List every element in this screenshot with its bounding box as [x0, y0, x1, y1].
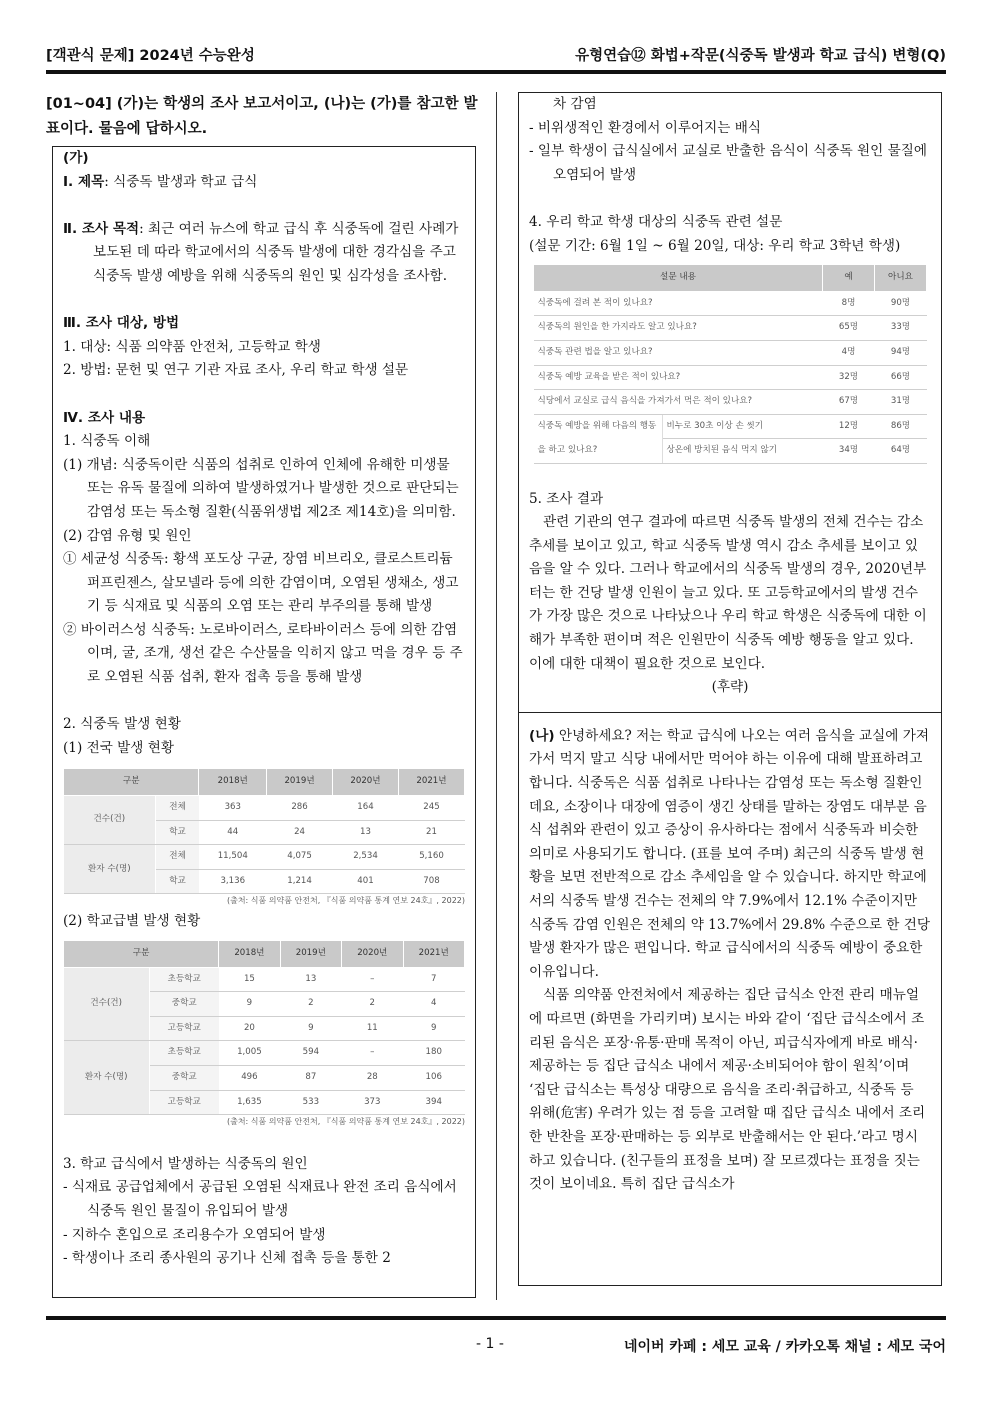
table-cell: 9	[219, 992, 280, 1017]
table-cell: 식중독에 걸려 본 적이 있나요?	[534, 291, 823, 316]
page-number: - 1 -	[476, 1336, 504, 1352]
table-cell: 고등학교	[149, 1016, 218, 1041]
table-cell: 초등학교	[149, 1041, 218, 1066]
table-cell: 87	[280, 1065, 341, 1090]
section-2: 2. 식중독 발생 현황	[63, 716, 181, 733]
table-cell: 15	[219, 967, 280, 992]
text-span: Ⅰ. 제목	[63, 173, 105, 190]
section-3: 3. 학교 급식에서 발생하는 식중독의 원인	[63, 1155, 308, 1172]
section-3-5: - 일부 학생이 급식실에서 교실로 반출한 음식이 식중독 원인 물질에 오염되어 발생	[529, 143, 928, 183]
page-header	[46, 44, 946, 68]
question-instruction: [01~04] (가)는 학생의 조사 보고서이고, (나)는 (가)를 참고한 발표이다. 물음에 답하시오.	[46, 96, 478, 137]
table-cell: 1,005	[219, 1041, 280, 1066]
target-heading: Ⅲ. 조사 대상, 방법	[63, 315, 180, 332]
text-span: : 식중독 발생과 학교 급식	[104, 173, 258, 190]
table-cell: 전체	[156, 845, 199, 870]
table-cell: 20	[219, 1016, 280, 1041]
table-cell: 65명	[823, 316, 875, 341]
target-1: 1. 대상: 식품 의약품 안전처, 고등학교 학생	[63, 338, 321, 355]
section-4: 4. 우리 학교 학생 대상의 식중독 관련 설문	[529, 213, 783, 230]
section-5: 5. 조사 결과	[529, 490, 604, 507]
table-cell: 33명	[875, 316, 927, 341]
th-gubun: 구분	[64, 941, 219, 968]
survey-table	[533, 264, 927, 464]
table-cell: 식중독 관련 법을 알고 있나요?	[534, 340, 823, 365]
table-row	[64, 967, 465, 992]
table-cell: 106	[403, 1065, 465, 1090]
na-paragraph-1	[529, 725, 931, 985]
table-cell: 286	[267, 796, 333, 821]
table-cell: 67명	[823, 390, 875, 415]
table-cell: 533	[280, 1090, 341, 1115]
column-separator	[496, 92, 497, 1300]
section-3-4: - 비위생적인 환경에서 이루어지는 배식	[529, 119, 761, 136]
th-gubun: 구분	[64, 769, 199, 796]
table-row	[534, 414, 927, 439]
table-cell: 44	[199, 820, 267, 845]
table-cell: 9	[280, 1016, 341, 1041]
table2-source: (출처: 식품 의약품 안전처, 『식품 의약품 통계 연보 24호』, 2022)	[226, 1117, 465, 1127]
table-cell: 66명	[875, 365, 927, 390]
table-row	[534, 390, 927, 415]
th-2019: 2019년	[280, 941, 341, 968]
footer-channel: 네이버 카페 : 세모 교육 / 카카오톡 채널 : 세모 국어	[623, 1339, 946, 1355]
title-line	[63, 171, 465, 195]
table-row	[534, 291, 927, 316]
table-cell: 학교	[156, 820, 199, 845]
group-patients: 환자 수(명)	[64, 845, 156, 894]
section-3-1: - 식재료 공급업체에서 공급된 오염된 식재료나 완전 조리 음식에서 식중독 원인 물질이 유입되어 발생	[63, 1179, 457, 1219]
table-cell: 64명	[875, 439, 927, 464]
section-1-2a: ① 세균성 식중독: 황색 포도상 구균, 장염 비브리오, 클로스트리듐 퍼프린젠스, 살모넬라 등에 의한 감염이며, 오염된 생채소, 생고기 등 식재료 및 식품의 오염 또는 관리 부주의를 통해 발생	[63, 551, 459, 615]
text-span: Ⅱ. 조사 목적	[63, 220, 140, 237]
national-stats-table	[63, 768, 465, 894]
table-cell: 24	[267, 820, 333, 845]
header-left: [객관식 문제] 2024년 수능완성	[46, 48, 255, 64]
bottom-rule	[46, 1316, 946, 1320]
table-cell: 3,136	[199, 869, 267, 894]
table-cell: –	[342, 1041, 403, 1066]
group-cases: 건수(건)	[64, 967, 150, 1041]
table-cell: 86명	[875, 414, 927, 439]
section-1-1: (1) 개념: 식중독이란 식품의 섭취로 인하여 인체에 유해한 미생물 또는 유독 물질에 의하여 발생하였거나 발생한 것으로 판단되는 감염성 또는 독소형 질환(식품위생법 제2조 제14호)을 의미함.	[63, 456, 459, 520]
na-paragraph-2: 식품 의약품 안전처에서 제공하는 집단 급식소 안전 관리 매뉴얼에 따르면 (화면을 가리키며) 보시는 바와 같이 ‘집단 급식소에서 조리된 음식은 포장·유통·판매 목적이 아닌, 피급식자에게 바로 배식·제공하는 등 집단 급식소 내에서 제공·소비되어야 함이 원칙’이며 ‘집단 급식소는 특성상 대량으로 음식을 조리·취급하고, 식중독 등 위해(危害) 우려가 있는 점 등을 고려할 때 집단 급식소 내에서 조리한 반찬을 포장·판매하는 등 외부로 반출해서는 안 된다.’라고 명시하고 있습니다. (친구들의 표정을 보며) 잘 모르겠다는 표정을 짓는 것이 보이네요. 특히 집단 급식소가	[529, 987, 926, 1193]
table-cell: 13	[280, 967, 341, 992]
table1-source: (출처: 식품 의약품 안전처, 『식품 의약품 통계 연보 24호』, 2022)	[226, 896, 465, 906]
section-1: 1. 식중독 이해	[63, 433, 151, 450]
table-cell: 90명	[875, 291, 927, 316]
text-span: : 최근 여러 뉴스에 학교 급식 후 식중독에 걸린 사례가 보도된 데 따라 학교에서의 식중독 발생에 대한 경각심을 주고 식중독 발생 예방을 위해 식중독의 원인 및 심각성을 조사함.	[93, 220, 459, 284]
th-no: 아니요	[875, 265, 927, 292]
table-cell: 28	[342, 1065, 403, 1090]
content-heading: Ⅳ. 조사 내용	[63, 409, 146, 426]
table-cell: 11,504	[199, 845, 267, 870]
table-cell: 164	[333, 796, 399, 821]
table-cell: 401	[333, 869, 399, 894]
na-label: (나)	[529, 727, 555, 744]
table-cell: 245	[398, 796, 464, 821]
table-row	[534, 316, 927, 341]
section-3-2: - 지하수 혼입으로 조리용수가 오염되어 발생	[63, 1226, 326, 1243]
table-cell: 중학교	[149, 1065, 218, 1090]
table-cell: 496	[219, 1065, 280, 1090]
section-2-2: (2) 학교급별 발생 현황	[63, 913, 201, 930]
table-cell: 11	[342, 1016, 403, 1041]
table-row	[64, 796, 465, 821]
table-row	[64, 845, 465, 870]
table-cell: 전체	[156, 796, 199, 821]
table-cell: 1,635	[219, 1090, 280, 1115]
multi-question: 식중독 예방을 위해 다음의 행동을 하고 있나요?	[534, 414, 663, 463]
section-3-3-cont: 차 감염	[553, 96, 597, 112]
table-cell: 2	[342, 992, 403, 1017]
section-1-2: (2) 감염 유형 및 원인	[63, 527, 192, 544]
table-cell: 비누로 30초 이상 손 씻기	[662, 414, 823, 439]
group-patients: 환자 수(명)	[64, 1041, 150, 1115]
header-right: 유형연습⑫ 화법+작문(식중독 발생과 학교 급식) 변형(Q)	[575, 48, 946, 64]
table-cell: 32명	[823, 365, 875, 390]
table-cell: 180	[403, 1041, 465, 1066]
section-5-text: 관련 기관의 연구 결과에 따르면 식중독 발생의 전체 건수는 감소 추세를 보이고 있고, 학교 식중독 발생 역시 감소 추세를 보이고 있음을 알 수 있다. 그러나 학교에서의 식중독 발생의 경우, 2020년부터는 한 건당 발생 인원이 늘고 있다. 또 고등학교에서의 발생 건수가 가장 많은 것으로 나타났으나 우리 학교 학생은 식중독에 대한 이해가 부족한 편이며 적은 인원만이 식중독 예방 행동을 알고 있다. 이에 대한 대책이 필요한 것으로 보인다.	[529, 514, 927, 672]
after-omitted: (후략)	[711, 679, 749, 696]
text-span: 안녕하세요? 저는 학교 급식에 나오는 여러 음식을 교실에 가져가서 먹지 말고 식당 내에서만 먹어야 하는 이유에 대해 발표하려고 합니다. 식중독은 식품 섭취로 나타나는 감염성 또는 독소형 질환인데요, 소장이나 대장에 염증이 생긴 상태를 말하는 장염도 대부분 음식 섭취와 관련이 있고 증상이 유사하다는 점에서 식중독과 비슷한 의미로 사용되기도 합니다. (표를 보여 주며) 최근의 식중독 발생 현황을 보면 전반적으로 감소 추세임을 알 수 있습니다. 하지만 학교에서의 식중독 발생 건수는 전체의 약 7.9%에서 12.1% 수준이지만 식중독 감염 인원은 전체의 약 13.7%에서 29.8% 수준으로 한 건당 발생 환자가 많은 편입니다. 학교 급식에서의 식중독 예방이 중요한 이유입니다.	[529, 727, 931, 980]
th-2018: 2018년	[199, 769, 267, 796]
th-2021: 2021년	[398, 769, 464, 796]
table-cell: –	[342, 967, 403, 992]
table-cell: 2	[280, 992, 341, 1017]
section-2-1: (1) 전국 발생 현황	[63, 739, 175, 756]
survey-period: (설문 기간: 6월 1일 ~ 6월 20일, 대상: 우리 학교 3학년 학생)	[529, 237, 901, 254]
table-cell: 4명	[823, 340, 875, 365]
th-2019: 2019년	[267, 769, 333, 796]
section-3-3: - 학생이나 조리 종사원의 공기나 신체 접촉 등을 통한 2	[63, 1250, 391, 1267]
th-2018: 2018년	[219, 941, 280, 968]
table-row	[64, 1041, 465, 1066]
table-cell: 7	[403, 967, 465, 992]
table-cell: 2,534	[333, 845, 399, 870]
table-cell: 373	[342, 1090, 403, 1115]
th-2021: 2021년	[403, 941, 465, 968]
table-cell: 9	[403, 1016, 465, 1041]
table-cell: 1,214	[267, 869, 333, 894]
table-cell: 식중독 예방 교육을 받은 적이 있나요?	[534, 365, 823, 390]
table-cell: 식중독의 원인을 한 가지라도 알고 있나요?	[534, 316, 823, 341]
table-cell: 식당에서 교실로 급식 음식을 가져가서 먹은 적이 있나요?	[534, 390, 823, 415]
table-cell: 13	[333, 820, 399, 845]
table-cell: 초등학교	[149, 967, 218, 992]
purpose-line	[63, 218, 465, 289]
group-cases: 건수(건)	[64, 796, 156, 845]
table-cell: 21	[398, 820, 464, 845]
table-cell: 학교	[156, 869, 199, 894]
ga-label: (가)	[63, 150, 89, 166]
th-2020: 2020년	[342, 941, 403, 968]
table-cell: 12명	[823, 414, 875, 439]
th-2020: 2020년	[333, 769, 399, 796]
table-cell: 394	[403, 1090, 465, 1115]
section-1-2b: ② 바이러스성 식중독: 노로바이러스, 로타바이러스 등에 의한 감염이며, 굴, 조개, 생선 같은 수산물을 익히지 않고 먹을 경우 등 주로 오염된 식품 섭취, 환자 접촉 등을 통해 발생	[63, 621, 463, 686]
table-row	[534, 340, 927, 365]
table-cell: 중학교	[149, 992, 218, 1017]
th-question: 설문 내용	[534, 265, 823, 292]
school-level-stats-table	[63, 940, 465, 1115]
th-yes: 예	[823, 265, 875, 292]
table-cell: 5,160	[398, 845, 464, 870]
table-cell: 34명	[823, 439, 875, 464]
table-cell: 8명	[823, 291, 875, 316]
report-box-ga	[52, 146, 476, 1298]
table-cell: 31명	[875, 390, 927, 415]
table-cell: 4	[403, 992, 465, 1017]
table-cell: 4,075	[267, 845, 333, 870]
table-cell: 363	[199, 796, 267, 821]
table-cell: 상온에 방치된 음식 먹지 않기	[662, 439, 823, 464]
table-row	[534, 365, 927, 390]
table-cell: 594	[280, 1041, 341, 1066]
table-cell: 94명	[875, 340, 927, 365]
report-box-continued	[518, 92, 942, 1286]
table-cell: 고등학교	[149, 1090, 218, 1115]
table-cell: 708	[398, 869, 464, 894]
target-2: 2. 방법: 문헌 및 연구 기관 자료 조사, 우리 학교 학생 설문	[63, 362, 409, 379]
top-rule	[46, 70, 946, 74]
